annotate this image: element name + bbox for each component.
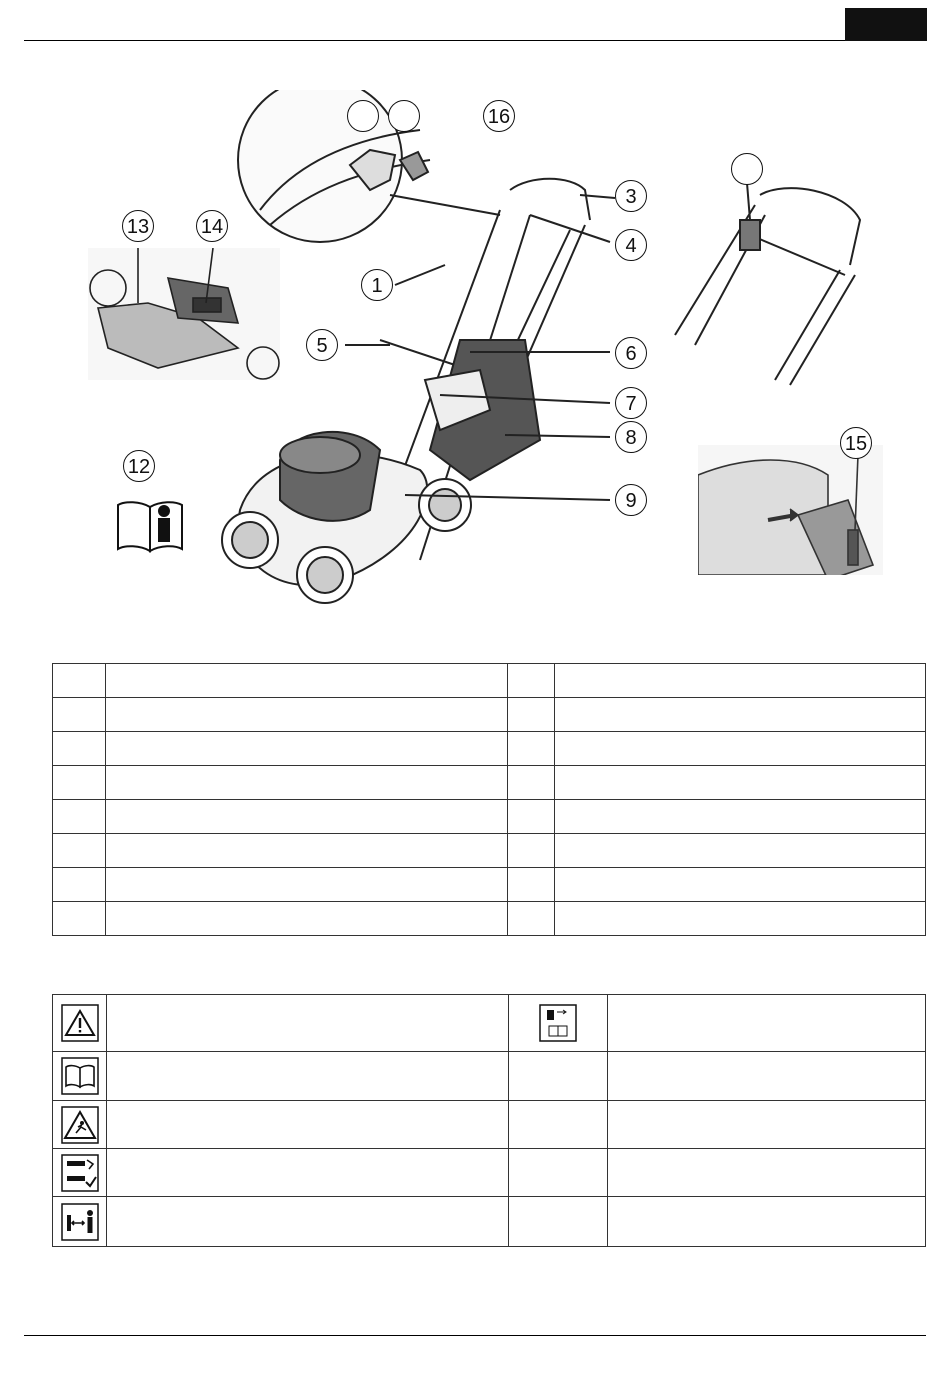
- callout-6: 6: [615, 337, 647, 369]
- callout-5: 5: [306, 329, 338, 361]
- table-row: [53, 868, 926, 902]
- table-row: [53, 766, 926, 800]
- table-row: [53, 1197, 926, 1247]
- callout-4: 4: [615, 229, 647, 261]
- callout-9: 9: [615, 484, 647, 516]
- table-row: [53, 834, 926, 868]
- catcher-latch-detail: [88, 248, 280, 380]
- table-row: [53, 732, 926, 766]
- open-book-icon: [61, 1057, 99, 1095]
- manual-info-icon: [115, 497, 185, 553]
- callout-blank-b: [388, 100, 420, 132]
- callout-13: 13: [122, 210, 154, 242]
- table-row: [53, 902, 926, 936]
- table-row: [53, 664, 926, 698]
- folded-handle-detail: [665, 175, 880, 390]
- table-row: [53, 800, 926, 834]
- table-row: [53, 1052, 926, 1101]
- callout-blank-c: [731, 153, 763, 185]
- header-rule: [24, 40, 926, 41]
- table-row: [53, 1101, 926, 1149]
- callout-16: 16: [483, 100, 515, 132]
- warning-triangle-icon: [61, 1004, 99, 1042]
- callout-14: 14: [196, 210, 228, 242]
- safety-symbols-table: [52, 994, 926, 1247]
- keep-distance-person-icon: [61, 1203, 99, 1241]
- callout-1: 1: [361, 269, 393, 301]
- callout-12: 12: [123, 450, 155, 482]
- callout-7: 7: [615, 387, 647, 419]
- footer-rule: [24, 1335, 926, 1336]
- table-row: [53, 1149, 926, 1197]
- disconnect-plug-icon: [539, 1004, 577, 1042]
- page-tab-marker: [845, 8, 927, 41]
- callout-blank-a: [347, 100, 379, 132]
- callout-3: 3: [615, 180, 647, 212]
- rotating-blade-hand-icon: [61, 1154, 99, 1192]
- callout-8: 8: [615, 421, 647, 453]
- callout-15: 15: [840, 427, 872, 459]
- mulch-insert-detail: [698, 445, 883, 575]
- table-row: [53, 995, 926, 1052]
- parts-legend-table: [52, 663, 926, 936]
- thrown-objects-warning-icon: [61, 1106, 99, 1144]
- table-row: [53, 698, 926, 732]
